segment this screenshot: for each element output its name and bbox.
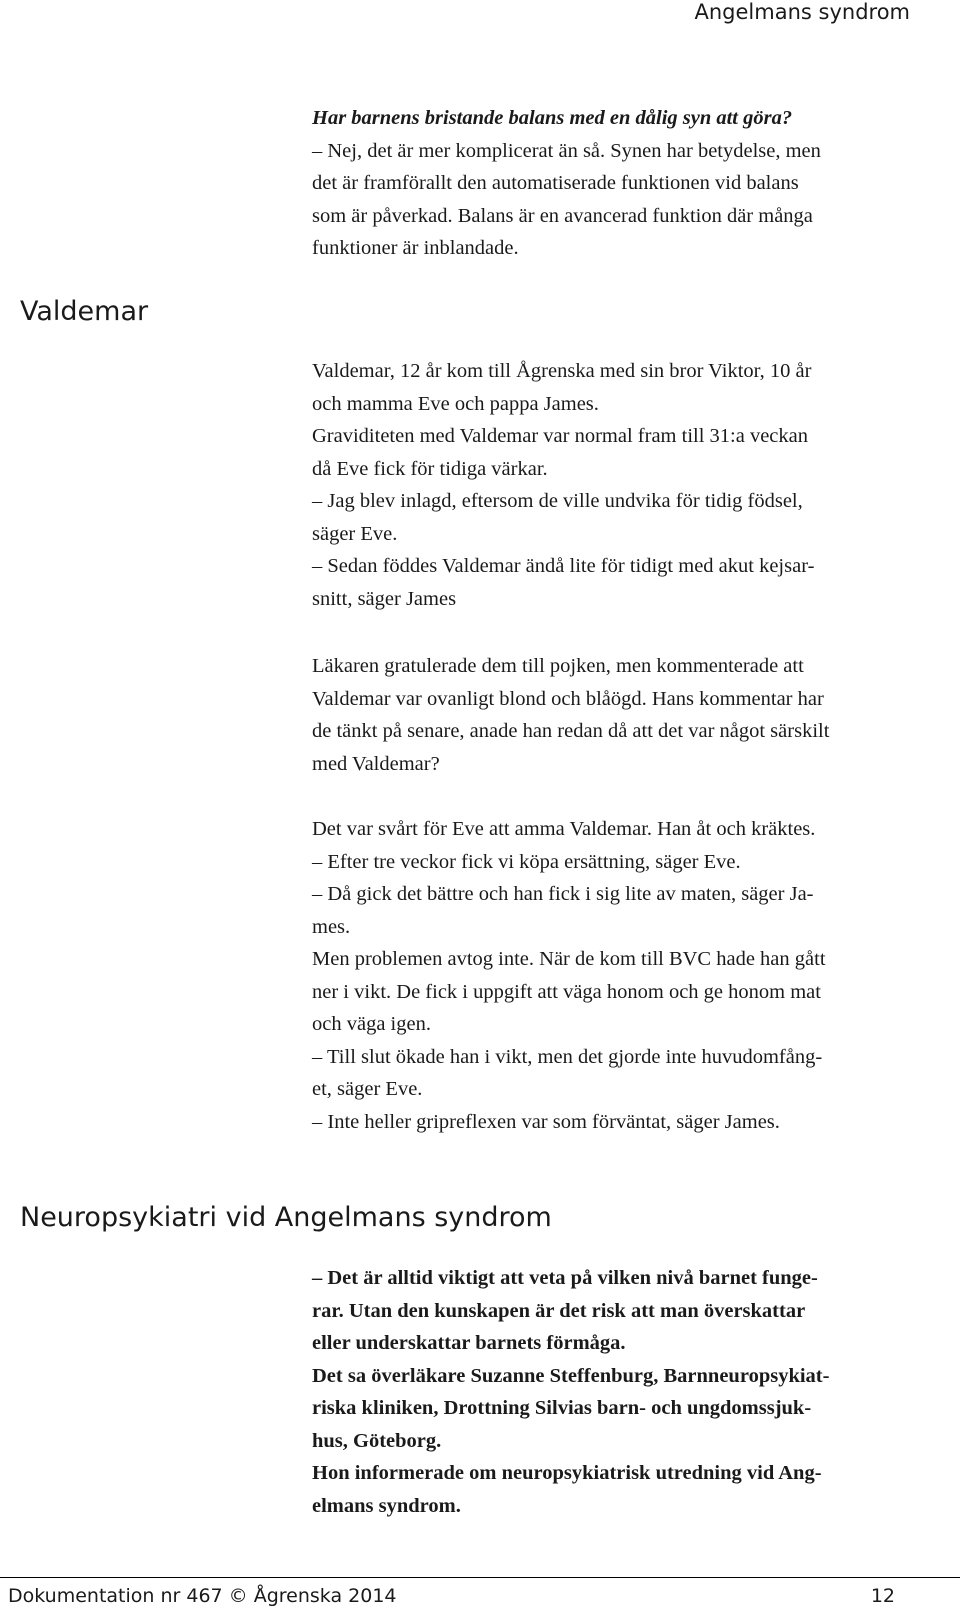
intro-block: [312, 102, 922, 265]
text-line: och mamma Eve och pappa James.: [312, 392, 599, 415]
text-line: mes.: [312, 915, 351, 938]
text-line: Det var svårt för Eve att amma Valdemar. Han åt och kräktes.: [312, 818, 816, 840]
text-line: och väga igen.: [312, 1013, 431, 1035]
section-heading-neuropsykiatri: Neuropsykiatri vid Angelmans syndrom: [20, 1202, 552, 1233]
text-line: – Efter tre veckor fick vi köpa ersättning, säger Eve.: [312, 850, 741, 873]
valdemar-paragraph-1: [312, 355, 922, 615]
footer-doc-label: Dokumentation nr 467 © Ågrenska 2014: [8, 1585, 397, 1607]
text-line: Valdemar, 12 år kom till Ågrenska med sin bror Viktor, 10 år: [312, 360, 812, 382]
text-line: Hon informerade om neuropsykiatrisk utredning vid Ang-: [312, 1462, 822, 1484]
text-line: eller underskattar barnets förmåga.: [312, 1332, 626, 1354]
text-line: hus, Göteborg.: [312, 1429, 442, 1452]
text-line: de tänkt på senare, anade han redan då att det var något särskilt: [312, 720, 830, 742]
text-line: – Det är alltid viktigt att veta på vilken nivå barnet funge-: [312, 1267, 818, 1289]
running-header: Angelmans syndrom: [694, 0, 910, 24]
text-line: ner i vikt. De fick i uppgift att väga honom och ge honom mat: [312, 980, 821, 1003]
neuro-lead-paragraph: [312, 1262, 922, 1522]
intro-question: Har barnens bristande balans med en dålig syn att göra?: [312, 107, 793, 129]
text-line: – Till slut ökade han i vikt, men det gjorde inte huvudomfång-: [312, 1045, 823, 1068]
text-line: med Valdemar?: [312, 752, 440, 775]
text-line: Det sa överläkare Suzanne Steffenburg, Barnneuropsykiat-: [312, 1364, 830, 1387]
text-line: – Inte heller gripreflexen var som förväntat, säger James.: [312, 1110, 780, 1133]
text-line: rar. Utan den kunskapen är det risk att man överskattar: [312, 1299, 806, 1322]
text-line: elmans syndrom.: [312, 1494, 461, 1517]
text-line: säger Eve.: [312, 522, 398, 545]
valdemar-paragraph-2: [312, 650, 922, 780]
intro-answer-line: som är påverkad. Balans är en avancerad funktion där många: [312, 204, 813, 227]
text-line: Men problemen avtog inte. När de kom till BVC hade han gått: [312, 948, 826, 970]
text-line: riska kliniken, Drottning Silvias barn- och ungdomssjuk-: [312, 1397, 812, 1419]
intro-answer-line: det är framförallt den automatiserade funktionen vid balans: [312, 172, 799, 194]
page-footer: [0, 1577, 960, 1612]
text-line: – Jag blev inlagd, eftersom de ville undvika för tidig födsel,: [312, 490, 803, 512]
text-line: då Eve fick för tidiga värkar.: [312, 457, 548, 480]
text-line: et, säger Eve.: [312, 1078, 423, 1100]
intro-answer-line: funktioner är inblandade.: [312, 237, 519, 259]
footer-divider: [0, 1577, 960, 1578]
text-line: Läkaren gratulerade dem till pojken, men kommenterade att: [312, 655, 804, 677]
section-heading-valdemar: Valdemar: [20, 296, 149, 327]
footer-page-number: 12: [870, 1585, 895, 1607]
text-line: – Då gick det bättre och han fick i sig lite av maten, säger Ja-: [312, 883, 814, 905]
text-line: – Sedan föddes Valdemar ändå lite för tidigt med akut kejsar-: [312, 555, 815, 577]
text-line: Valdemar var ovanligt blond och blåögd. Hans kommentar har: [312, 687, 824, 710]
text-line: snitt, säger James: [312, 587, 457, 610]
text-line: Graviditeten med Valdemar var normal fram till 31:a veckan: [312, 425, 808, 447]
intro-answer-line: – Nej, det är mer komplicerat än så. Synen har betydelse, men: [312, 139, 821, 162]
valdemar-paragraph-3: [312, 813, 922, 1138]
